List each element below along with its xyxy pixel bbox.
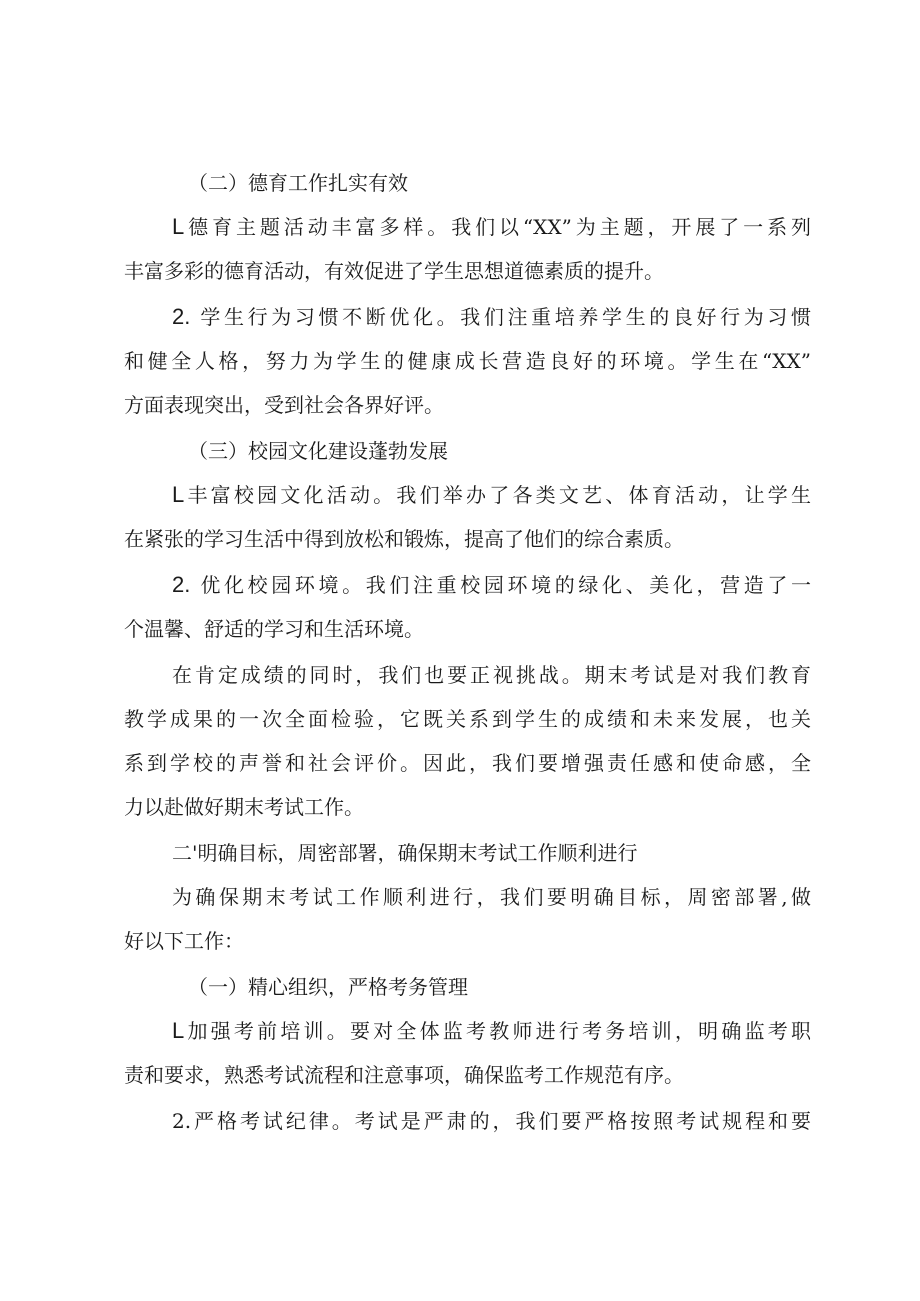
- paragraph-line: [172, 478, 811, 512]
- list-marker: L: [172, 1018, 185, 1043]
- line-text: 教学成果的一次全面检验，它既关系到学生的成绩和未来发展，也关: [124, 707, 811, 731]
- line-text: 丰富校园文化活动。我们举办了各类文艺、体育活动，让学生: [184, 483, 811, 507]
- list-marker: 2.: [172, 572, 191, 597]
- paragraph-line: [172, 300, 811, 334]
- paragraph-line: [124, 254, 811, 288]
- line-text: 力以赴做好期末考试工作。: [124, 795, 364, 819]
- line-text: 严格考试纪律。考试是严肃的，我们要严格按照考试规程和要: [191, 1109, 811, 1133]
- line-text: 系到学校的声誉和社会评价。因此，我们要增强责任感和使命感，全: [124, 751, 811, 775]
- paragraph-line: [124, 790, 811, 824]
- line-text: 在紧张的学习生活中得到放松和锻炼，提高了他们的综合素质。: [124, 527, 684, 551]
- line-text: （一）精心组织，严格考务管理: [188, 975, 468, 999]
- list-marker: L: [172, 214, 185, 239]
- section-heading-campus-culture: [188, 434, 808, 468]
- paragraph-line: [172, 568, 811, 602]
- list-marker: 2.: [172, 1109, 192, 1133]
- paragraph-line: [124, 612, 811, 646]
- paragraph-line: [172, 1014, 811, 1048]
- list-marker: L: [172, 482, 185, 507]
- paragraph-line: [172, 1104, 811, 1138]
- paragraph-line: [124, 1058, 811, 1092]
- line-text: 优化校园环境。我们注重校园环境的绿化、美化，营造了一: [190, 573, 811, 597]
- paragraph-line: [172, 210, 811, 244]
- line-text: 丰富多彩的德育活动，有效促进了学生思想道德素质的提升。: [124, 259, 664, 283]
- paragraph-line: [124, 924, 811, 958]
- line-text: 方面表现突出，受到社会各界好评。: [124, 393, 444, 417]
- line-text: 责和要求，熟悉考试流程和注意事项，确保监考工作规范有序。: [124, 1063, 684, 1087]
- paragraph-line: [124, 344, 811, 378]
- line-text: 二'明确目标，周密部署，确保期末考试工作顺利进行: [172, 841, 638, 865]
- line-text: 加强考前培训。要对全体监考教师进行考务培训，明确监考职: [184, 1019, 811, 1043]
- list-marker: 2.: [172, 304, 191, 329]
- line-text: 个温馨、舒适的学习和生活环境。: [124, 617, 424, 641]
- line-text: （二）德育工作扎实有效: [188, 171, 408, 195]
- line-text: 好以下工作：: [124, 929, 244, 953]
- paragraph-line: [124, 746, 811, 780]
- line-text: 德育主题活动丰富多样。我们以“XX”为主题，开展了一系列: [184, 215, 811, 239]
- line-text: 在肯定成绩的同时，我们也要正视挑战。期末考试是对我们教育: [172, 663, 811, 687]
- section-heading-moral-education: [188, 166, 808, 200]
- paragraph-line: [172, 658, 811, 692]
- line-text: 学生行为习惯不断优化。我们注重培养学生的良好行为习惯: [190, 305, 811, 329]
- line-text: （三）校园文化建设蓬勃发展: [188, 439, 448, 463]
- section-heading-objectives: [172, 836, 811, 870]
- line-text: 和健全人格，努力为学生的健康成长营造良好的环境。学生在“XX”: [124, 349, 811, 373]
- paragraph-line: [172, 880, 811, 914]
- paragraph-line: [124, 702, 811, 736]
- paragraph-line: [124, 522, 811, 556]
- paragraph-line: [124, 388, 811, 422]
- line-text: 为确保期末考试工作顺利进行，我们要明确目标，周密部署,做: [172, 885, 811, 909]
- section-heading-organization: [188, 970, 808, 1004]
